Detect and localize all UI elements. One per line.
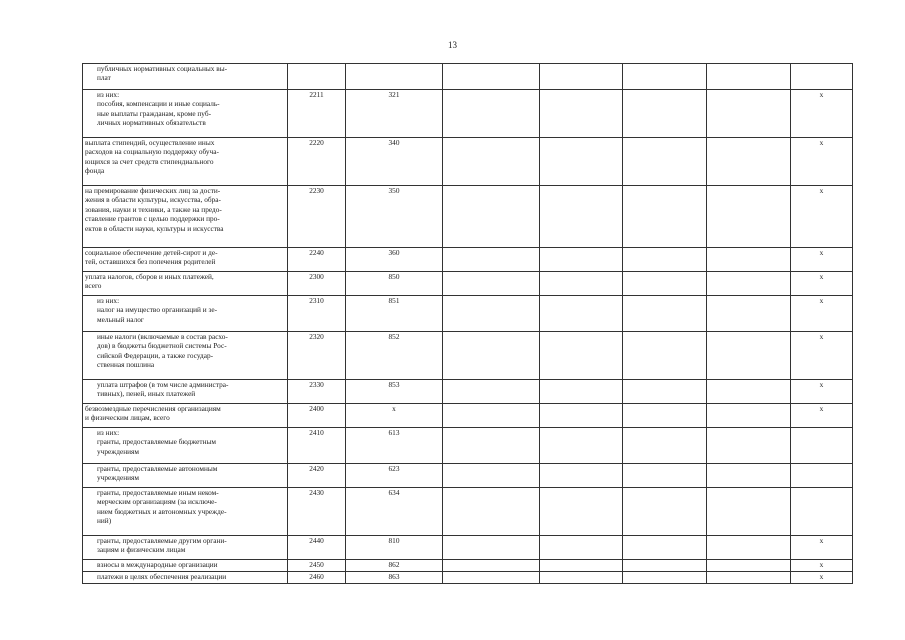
row-value-cell (707, 272, 791, 296)
row-kbk-cell (346, 64, 443, 90)
row-name-line: мельный налог (97, 314, 144, 324)
row-name-line: безвозмездные перечисления организациям (85, 404, 221, 413)
row-code-cell: 2330 (288, 380, 346, 404)
row-value-cell (623, 138, 707, 186)
row-name-line: ственная пошлина (97, 360, 155, 370)
row-value-cell (707, 138, 791, 186)
row-value-cell (707, 488, 791, 536)
row-last-cell (791, 488, 853, 536)
table-row (83, 332, 853, 380)
table-row (83, 428, 853, 464)
row-value-cell (540, 428, 623, 464)
table-row (83, 572, 853, 584)
row-value-cell (443, 488, 540, 536)
row-name-cell (83, 138, 288, 186)
row-value-cell (443, 560, 540, 572)
row-value-cell (623, 64, 707, 90)
row-name-cell (83, 380, 288, 404)
row-kbk-cell: 863 (346, 572, 443, 584)
row-value-cell (540, 296, 623, 332)
row-value-cell (443, 428, 540, 464)
row-name-line: гранты, предоставляемые бюджетным (97, 437, 216, 447)
row-name-cell (83, 90, 288, 138)
table-row (83, 186, 853, 248)
row-name-cell (83, 296, 288, 332)
row-value-cell (623, 404, 707, 428)
row-name-line: тивных), пеней, иных платежей (97, 389, 196, 399)
row-name-cell (83, 272, 288, 296)
table-row (83, 560, 853, 572)
row-value-cell (443, 186, 540, 248)
row-kbk-cell: 321 (346, 90, 443, 138)
row-name-line: зациям и физическим лицам (97, 545, 186, 555)
row-value-cell (443, 296, 540, 332)
row-name-cell (83, 572, 288, 584)
row-value-cell (707, 64, 791, 90)
row-value-cell (623, 296, 707, 332)
row-name-line: дов) в бюджеты бюджетной системы Рос- (97, 341, 227, 351)
row-code-cell: 2310 (288, 296, 346, 332)
row-name-line: фонда (85, 166, 105, 176)
row-value-cell (540, 536, 623, 560)
row-kbk-cell: 810 (346, 536, 443, 560)
row-value-cell (540, 272, 623, 296)
row-last-cell (791, 428, 853, 464)
row-name-line: нием бюджетных и автономных учрежде- (97, 506, 227, 516)
row-value-cell (707, 186, 791, 248)
table-row (83, 380, 853, 404)
row-name-line: пособия, компенсации и иные социаль- (97, 99, 220, 109)
row-value-cell (623, 536, 707, 560)
row-value-cell (540, 90, 623, 138)
row-name-cell (83, 64, 288, 90)
row-name-line: публичных нормативных социальных вы- (97, 64, 228, 73)
row-name-line: ющихся за счет средств стипендиального (85, 156, 214, 166)
row-kbk-cell: 852 (346, 332, 443, 380)
row-last-cell: x (791, 380, 853, 404)
row-code-cell: 2211 (288, 90, 346, 138)
table-row (83, 138, 853, 186)
row-name-line: личных нормативных обязательств (97, 118, 206, 128)
row-code-cell: 2450 (288, 560, 346, 572)
row-name-line: плат (97, 73, 111, 83)
table-row (83, 404, 853, 428)
row-value-cell (540, 64, 623, 90)
row-value-cell (707, 560, 791, 572)
row-name-line: платежи в целях обеспечения реализации (97, 572, 227, 581)
row-name-cell (83, 332, 288, 380)
table-row (83, 248, 853, 272)
row-name-line: и физическим лицам, всего (85, 413, 170, 423)
row-name-line: на премирование физических лиц за дости- (85, 186, 221, 195)
row-name-line: зования, науки и техники, а также на предо- (85, 204, 222, 214)
row-code-cell: 2220 (288, 138, 346, 186)
row-code-cell: 2460 (288, 572, 346, 584)
row-last-cell (791, 64, 853, 90)
row-kbk-cell: 634 (346, 488, 443, 536)
row-value-cell (707, 332, 791, 380)
row-value-cell (623, 488, 707, 536)
row-value-cell (443, 272, 540, 296)
row-kbk-cell: 862 (346, 560, 443, 572)
row-value-cell (443, 404, 540, 428)
row-value-cell (623, 560, 707, 572)
row-name-line: уплата налогов, сборов и иных платежей, (85, 272, 214, 281)
row-name-cell (83, 248, 288, 272)
row-last-cell (791, 464, 853, 488)
row-code-cell: 2300 (288, 272, 346, 296)
row-value-cell (540, 332, 623, 380)
row-name-line: расходов на социальную поддержку обуча- (85, 147, 219, 157)
table-row (83, 90, 853, 138)
row-name-line: налог на имущество организаций и зе- (97, 305, 218, 315)
row-value-cell (623, 248, 707, 272)
row-value-cell (443, 90, 540, 138)
row-code-cell: 2430 (288, 488, 346, 536)
row-value-cell (540, 488, 623, 536)
row-name-line: жения в области культуры, искусства, обра- (85, 195, 221, 205)
table-row (83, 488, 853, 536)
table-row (83, 296, 853, 332)
row-value-cell (707, 296, 791, 332)
budget-table (82, 63, 853, 584)
row-last-cell: x (791, 536, 853, 560)
row-value-cell (623, 464, 707, 488)
row-name-line: иные налоги (включаемые в состав расхо- (97, 332, 228, 341)
row-name-line: социальное обеспечение детей-сирот и де- (85, 248, 218, 257)
row-value-cell (623, 332, 707, 380)
row-value-cell (443, 380, 540, 404)
row-code-cell: 2320 (288, 332, 346, 380)
row-code-cell (288, 64, 346, 90)
row-name-line: мерческим организациям (за исключе- (97, 497, 217, 507)
row-kbk-cell: 613 (346, 428, 443, 464)
row-name-line: учреждениям (97, 446, 139, 456)
row-value-cell (540, 464, 623, 488)
row-name-line: взносы в международные организации (97, 560, 218, 569)
row-value-cell (707, 90, 791, 138)
row-name-cell (83, 404, 288, 428)
row-name-line: тей, оставшихся без попечения родителей (85, 257, 216, 267)
row-value-cell (540, 572, 623, 584)
row-last-cell: x (791, 404, 853, 428)
row-name-line: гранты, предоставляемые иным неком- (97, 488, 219, 497)
row-name-cell (83, 488, 288, 536)
table-body (83, 64, 853, 584)
row-name-line: выплата стипендий, осуществление иных (85, 138, 215, 147)
row-last-cell: x (791, 296, 853, 332)
row-value-cell (707, 404, 791, 428)
row-last-cell: x (791, 90, 853, 138)
row-kbk-cell: 853 (346, 380, 443, 404)
row-value-cell (540, 380, 623, 404)
row-value-cell (443, 536, 540, 560)
row-value-cell (623, 380, 707, 404)
row-name-line: всего (85, 281, 102, 291)
row-code-cell: 2440 (288, 536, 346, 560)
row-value-cell (623, 272, 707, 296)
row-code-cell: 2410 (288, 428, 346, 464)
row-value-cell (540, 404, 623, 428)
row-code-cell: 2240 (288, 248, 346, 272)
page-number: 13 (448, 40, 457, 50)
row-name-line: сийской Федерации, а также государ- (97, 350, 214, 360)
row-value-cell (443, 332, 540, 380)
row-last-cell: x (791, 560, 853, 572)
row-value-cell (707, 536, 791, 560)
row-kbk-cell: 350 (346, 186, 443, 248)
row-name-line: из них: (97, 296, 120, 305)
row-value-cell (707, 380, 791, 404)
table-row (83, 64, 853, 90)
row-last-cell: x (791, 272, 853, 296)
row-value-cell (540, 186, 623, 248)
row-value-cell (443, 64, 540, 90)
row-value-cell (623, 428, 707, 464)
table-row (83, 272, 853, 296)
row-name-cell (83, 536, 288, 560)
row-value-cell (540, 248, 623, 272)
row-kbk-cell: 850 (346, 272, 443, 296)
row-last-cell: x (791, 332, 853, 380)
row-value-cell (707, 428, 791, 464)
row-value-cell (443, 248, 540, 272)
row-name-line: из них: (97, 90, 120, 99)
row-kbk-cell: x (346, 404, 443, 428)
row-name-line: учреждениям (97, 473, 139, 483)
row-code-cell: 2400 (288, 404, 346, 428)
row-code-cell: 2230 (288, 186, 346, 248)
row-kbk-cell: 340 (346, 138, 443, 186)
row-value-cell (623, 90, 707, 138)
row-name-line: ставление грантов с целью поддержки про- (85, 214, 220, 224)
row-kbk-cell: 623 (346, 464, 443, 488)
row-value-cell (623, 572, 707, 584)
row-kbk-cell: 360 (346, 248, 443, 272)
row-last-cell: x (791, 572, 853, 584)
row-value-cell (540, 560, 623, 572)
table-row (83, 464, 853, 488)
row-last-cell: x (791, 138, 853, 186)
row-name-line: из них: (97, 428, 120, 437)
row-value-cell (443, 464, 540, 488)
row-value-cell (443, 138, 540, 186)
row-value-cell (707, 248, 791, 272)
row-name-cell (83, 464, 288, 488)
row-last-cell: x (791, 248, 853, 272)
row-name-cell (83, 186, 288, 248)
row-kbk-cell: 851 (346, 296, 443, 332)
row-name-line: уплата штрафов (в том числе администра- (97, 380, 229, 389)
row-name-line: ные выплаты гражданам, кроме пуб- (97, 108, 211, 118)
row-last-cell: x (791, 186, 853, 248)
row-value-cell (707, 464, 791, 488)
row-name-cell (83, 560, 288, 572)
row-name-line: ектов в области науки, культуры и искусства (85, 223, 224, 233)
row-name-line: гранты, предоставляемые другим органи- (97, 536, 227, 545)
row-value-cell (540, 138, 623, 186)
row-value-cell (623, 186, 707, 248)
row-name-cell (83, 428, 288, 464)
row-name-line: гранты, предоставляемые автономным (97, 464, 218, 473)
table-row (83, 536, 853, 560)
row-code-cell: 2420 (288, 464, 346, 488)
row-value-cell (707, 572, 791, 584)
row-name-line: ний) (97, 516, 112, 526)
row-value-cell (443, 572, 540, 584)
